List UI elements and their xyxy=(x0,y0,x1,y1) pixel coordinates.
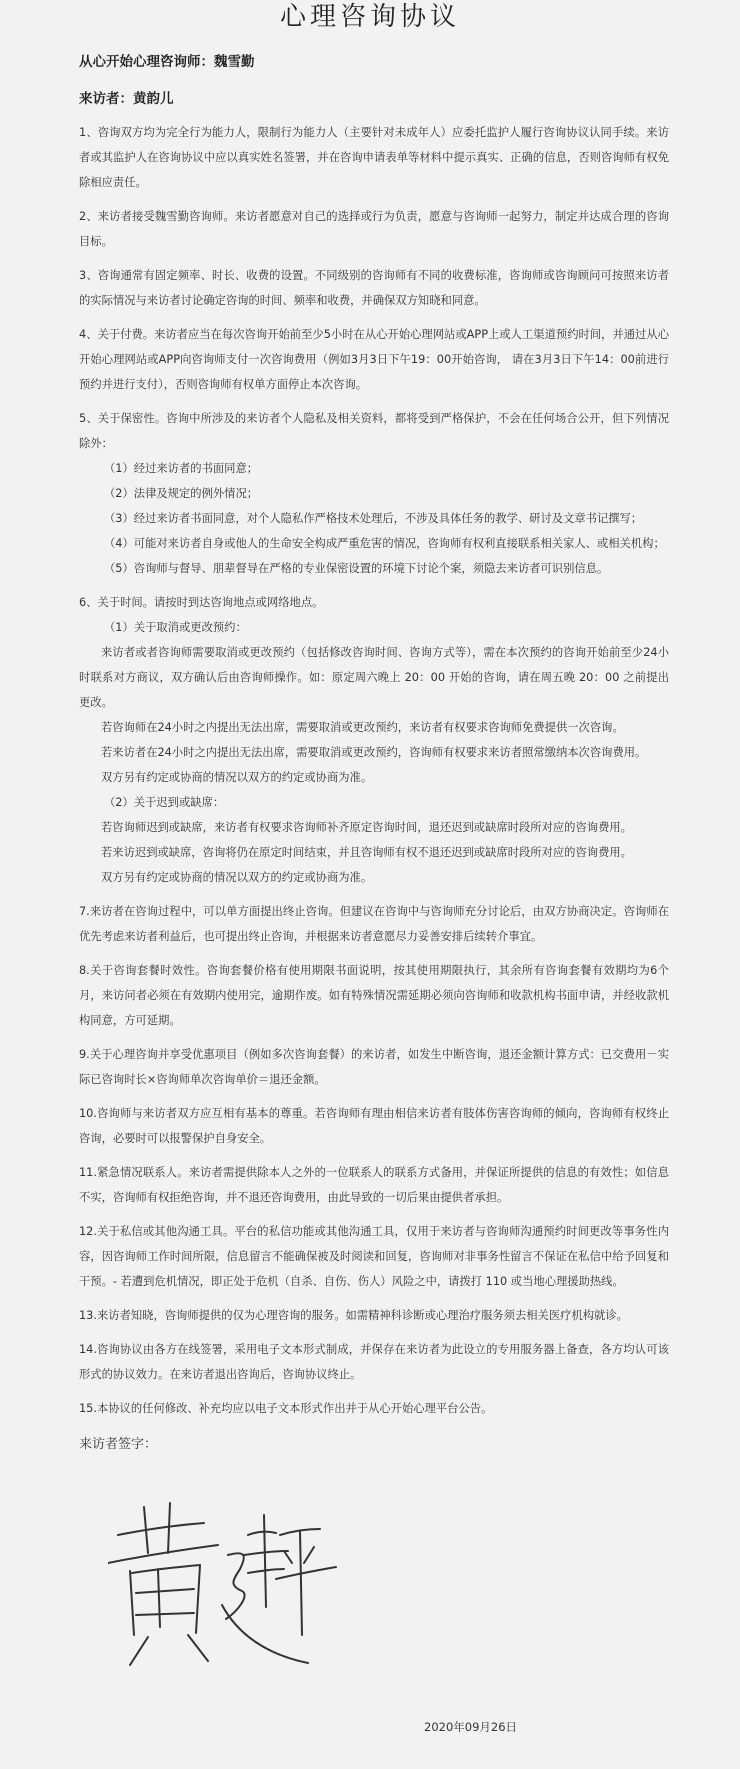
clause-6-sub1-line: 双方另有约定或协商的情况以双方的约定或协商为准。 xyxy=(101,771,373,784)
clause-4: 4、关于付费。来访者应当在每次咨询开始前至少5小时在从心开始心理网站或APP上或人工渠道预约时间，并通过从心开始心理网站或APP向咨询师支付一次咨询费用（例如3月3日下午19：00开始咨询， 请在3月3日下午14：00前进行预约并进行支付），否则咨询师有权单方面停止本次咨询。 xyxy=(79,328,669,391)
clause-6-sub2-line: 若咨询师迟到或缺席，来访者有权要求咨询师补齐原定咨询时间，退还迟到或缺席时段所对应的咨询费用。 xyxy=(101,821,632,834)
clause-5: 5、关于保密性。咨询中所涉及的来访者个人隐私及相关资料，都将受到严格保护，不会在任何场合公开，但下列情况除外： xyxy=(79,412,669,450)
clause-15: 15.本协议的任何修改、补充均应以电子文本形式作出并于从心开始心理平台公告。 xyxy=(79,1402,493,1415)
signature-label: 来访者签字： xyxy=(79,1437,158,1452)
signature-date: 2020年09月26日 xyxy=(424,1720,518,1734)
clause-5-item: （5）咨询师与督导、朋辈督导在严格的专业保密设置的环境下讨论个案，须隐去来访者可识别信息。 xyxy=(104,562,609,575)
clause-6-sub1-heading: （1）关于取消或更改预约： xyxy=(104,621,247,634)
clause-5-list xyxy=(79,456,669,581)
counselor-line: 从心开始心理咨询师：魏雪勤 xyxy=(79,54,255,70)
clause-5-item: （2）法律及规定的例外情况； xyxy=(104,487,259,500)
clause-12: 12.关于私信或其他沟通工具。平台的私信功能或其他沟通工具，仅用于来访者与咨询师沟通预约时间更改等事务性内容，因咨询师工作时间所限，信息留言不能确保被及时阅读和回复，咨询师对非事务性留言不保证在私信中给予回复和干预。- 若遭到危机情况，即正处于危机（自杀、自伤、伤人）风险之中，请拨打 110 或当地心理援助热线。 xyxy=(79,1225,669,1288)
clause-5-item: （3）经过来访者书面同意，对个人隐私作严格技术处理后，不涉及具体任务的教学、研讨及文章书记撰写； xyxy=(104,512,643,525)
clause-7: 7.来访者在咨询过程中，可以单方面提出终止咨询。但建议在咨询中与咨询师充分讨论后，由双方协商决定。咨询师在优先考虑来访者利益后，也可提出终止咨询，并根据来访者意愿尽力妥善安排后续转介事宜。 xyxy=(79,905,669,943)
clause-6-details xyxy=(79,615,669,890)
clause-3: 3、咨询通常有固定频率、时长、收费的设置。不同级别的咨询师有不同的收费标准，咨询师或咨询顾问可按照来访者的实际情况与来访者讨论确定咨询的时间、频率和收费，并确保双方知晓和同意。 xyxy=(79,269,669,307)
clause-14: 14.咨询协议由各方在线签署，采用电子文本形式制成，并保存在来访者为此设立的专用服务器上备查，各方均认可该形式的协议效力。在来访者退出咨询后，咨询协议终止。 xyxy=(79,1343,669,1381)
clause-13: 13.来访者知晓，咨询师提供的仅为心理咨询的服务。如需精神科诊断或心理治疗服务须去相关医疗机构就诊。 xyxy=(79,1309,628,1322)
visitor-line: 来访者：黄韵儿 xyxy=(79,91,174,107)
clause-6-sub2-heading: （2）关于迟到或缺席： xyxy=(104,796,225,809)
clause-5-item: （1）经过来访者的书面同意； xyxy=(104,462,259,475)
agreement-body xyxy=(79,120,669,1430)
clause-6-sub2-line: 若来访迟到或缺席，咨询将仍在原定时间结束，并且咨询师有权不退还迟到或缺席时段所对应的咨询费用。 xyxy=(101,846,632,859)
handwritten-signature xyxy=(108,1495,338,1695)
page-title: 心理咨询协议 xyxy=(279,2,460,32)
clause-2: 2、来访者接受魏雪勤咨询师。来访者愿意对自己的选择或行为负责，愿意与咨询师一起努力，制定并达成合理的咨询目标。 xyxy=(79,210,669,248)
clause-1: 1、咨询双方均为完全行为能力人，限制行为能力人（主要针对未成年人）应委托监护人履行咨询协议认同手续。来访者或其监护人在咨询协议中应以真实姓名签署，并在咨询申请表单等材料中提示真实、正确的信息，否则咨询师有权免除相应责任。 xyxy=(79,126,669,189)
clause-10: 10.咨询师与来访者双方应互相有基本的尊重。若咨询师有理由相信来访者有肢体伤害咨询师的倾向，咨询师有权终止咨询，必要时可以报警保护自身安全。 xyxy=(79,1107,669,1145)
clause-6-sub2-line: 双方另有约定或协商的情况以双方的约定或协商为准。 xyxy=(101,871,373,884)
clause-6-sub1-line: 若来访者在24小时之内提出无法出席，需要取消或更改预约，咨询师有权要求来访者照常缴纳本次咨询费用。 xyxy=(101,746,647,759)
clause-6: 6、关于时间。请按时到达咨询地点或网络地点。 xyxy=(79,596,324,609)
clause-6-sub1-line: 若咨询师在24小时之内提出无法出席，需要取消或更改预约，来访者有权要求咨询师免费提供一次咨询。 xyxy=(101,721,624,734)
clause-6-sub1-text: 来访者或者咨询师需要取消或更改预约（包括修改咨询时间、咨询方式等），需在本次预约的咨询开始前至少24小时联系对方商议，双方确认后由咨询师操作。如：原定周六晚上 20：00 开始的咨询，请在周五晚 20：00 之前提出更改。 xyxy=(79,646,669,709)
clause-5-item: （4）可能对来访者自身或他人的生命安全构成严重危害的情况，咨询师有权利直接联系相关家人、或相关机构； xyxy=(104,537,665,550)
clause-11: 11.紧急情况联系人。来访者需提供除本人之外的一位联系人的联系方式备用，并保证所提供的信息的有效性；如信息不实，咨询师有权拒绝咨询，并不退还咨询费用，由此导致的一切后果由提供者承担。 xyxy=(79,1166,669,1204)
clause-9: 9.关于心理咨询并享受优惠项目（例如多次咨询套餐）的来访者，如发生中断咨询，退还金额计算方式：已交费用－实际已咨询时长×咨询师单次咨询单价＝退还金额。 xyxy=(79,1048,669,1086)
clause-8: 8.关于咨询套餐时效性。咨询套餐价格有使用期限书面说明，按其使用期限执行，其余所有咨询套餐有效期均为6个月，来访问者必须在有效期内使用完，逾期作废。如有特殊情况需延期必须向咨询师和收款机构书面申请，并经收款机构同意，方可延期。 xyxy=(79,964,669,1027)
